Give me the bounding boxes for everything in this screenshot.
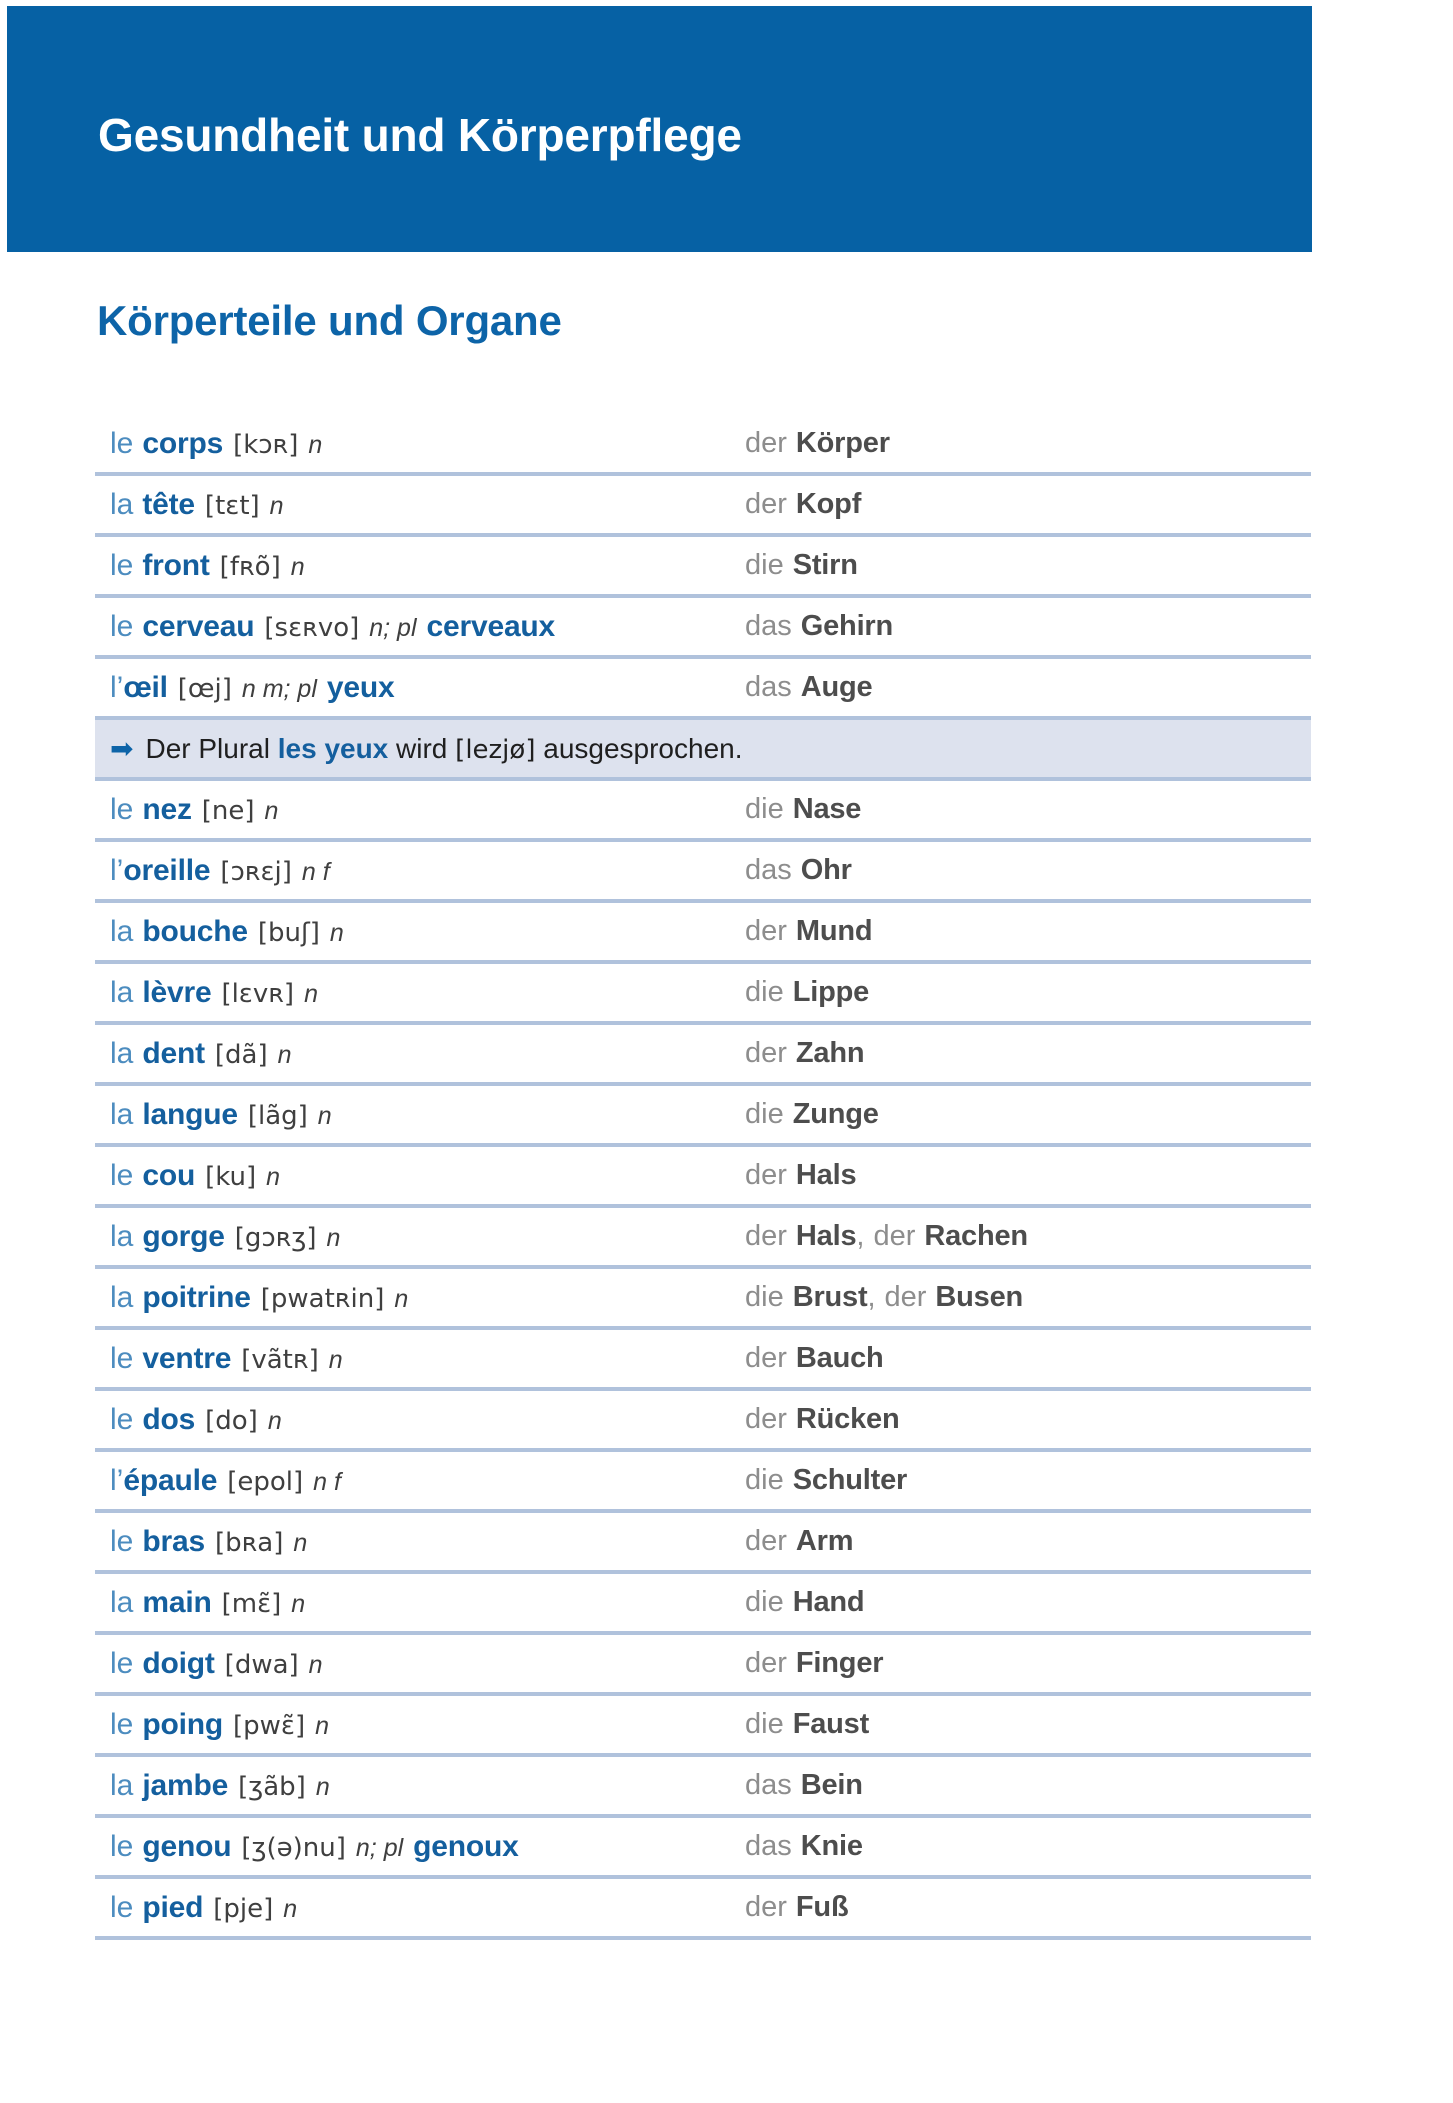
french-term [110,854,745,888]
french-word: doigt [142,1646,215,1680]
french-word: gorge [142,1219,225,1253]
german-noun: Zunge [792,1098,879,1130]
phonetic-transcription: [sɛʀvo] [264,612,360,643]
vocab-row [95,659,1311,720]
vocab-row [95,1452,1311,1513]
phonetic-transcription: [ʒ(ə)nu] [241,1832,346,1863]
german-noun: Hals [795,1220,857,1252]
phonetic-transcription: [dã] [214,1039,268,1070]
vocab-row [95,1391,1311,1452]
phonetic-transcription: [mɛ̃] [221,1588,282,1619]
french-term [110,1525,745,1559]
phonetic-transcription: [kɔʀ] [233,429,299,460]
german-translation [745,1098,879,1131]
german-article: die [745,1281,784,1313]
french-term [110,1220,745,1254]
grammar-label: n [291,1589,306,1618]
french-word: dent [142,1036,205,1070]
german-noun: Finger [795,1647,884,1679]
german-noun: Kopf [795,488,862,520]
german-noun: Stirn [792,549,858,581]
german-noun: Ohr [800,854,852,886]
german-article: die [745,1464,784,1496]
vocab-row [95,1330,1311,1391]
french-article: le [110,1707,134,1741]
french-word: bouche [142,914,248,948]
french-word: lèvre [142,975,212,1009]
grammar-label: n; pl [355,1833,404,1862]
grammar-label: n; pl [369,613,417,642]
german-noun: Rachen [924,1220,1028,1252]
german-noun: Knie [800,1830,863,1862]
german-translation [745,1281,1023,1314]
german-translation [745,1769,863,1802]
french-article: le [110,609,134,643]
german-article: der [745,1037,787,1069]
french-article: l’ [110,1463,124,1497]
french-article: le [110,426,134,460]
chapter-banner [7,6,1312,252]
note-text-part: ausgesprochen. [535,732,743,764]
grammar-label: n [304,979,318,1008]
german-article: der [745,915,787,947]
german-translation [745,1220,1028,1253]
french-term [110,1037,745,1071]
french-term [110,1403,745,1437]
phonetic-transcription: [lãg] [247,1100,308,1131]
german-article: das [745,671,792,703]
french-article: la [110,975,134,1009]
usage-note [95,720,1311,781]
note-text-part: les yeux [277,732,389,764]
german-noun: Bauch [795,1342,884,1374]
grammar-label: n m; pl [241,674,317,703]
french-article: le [110,548,134,582]
french-term [110,488,745,522]
vocab-row [95,842,1311,903]
french-term [110,915,745,949]
french-article: le [110,1646,134,1680]
german-translation [745,854,852,887]
grammar-label: n [315,1711,330,1740]
french-article: le [110,1829,134,1863]
german-noun: Lippe [792,976,870,1008]
german-noun: Rücken [795,1403,900,1435]
french-article: l’ [110,853,124,887]
german-noun: Arm [795,1525,854,1557]
german-article: der [745,1342,787,1374]
french-article: le [110,1402,134,1436]
french-term [110,1586,745,1620]
french-word: dos [142,1402,196,1436]
german-noun: Nase [792,793,862,825]
german-article: der [745,488,787,520]
phonetic-transcription: [pwɛ̃] [233,1710,306,1741]
french-article: la [110,1280,134,1314]
french-article: la [110,1097,134,1131]
french-word: poing [142,1707,223,1741]
german-article: der [884,1281,927,1313]
french-term [110,1342,745,1376]
chapter-title: Gesundheit und Körperpflege [98,109,742,161]
german-article: der [745,427,787,459]
german-article: der [745,1220,787,1252]
french-term [110,793,745,827]
arrow-right-icon: ➡ [110,732,134,765]
vocab-row [95,1818,1311,1879]
german-article: das [745,1830,792,1862]
vocab-row [95,1269,1311,1330]
german-translation [745,1037,864,1070]
phonetic-transcription: [buʃ] [257,917,320,948]
phonetic-transcription: [ku] [205,1161,257,1192]
french-term [110,549,745,583]
french-term [110,1159,745,1193]
french-term [110,610,745,644]
grammar-label: n [277,1040,292,1069]
grammar-label: n [326,1223,341,1252]
french-word: langue [142,1097,238,1131]
grammar-label: n [308,430,323,459]
french-plural-word: yeux [326,670,395,704]
german-translation [745,1464,907,1497]
vocab-row [95,1635,1311,1696]
vocab-row [95,903,1311,964]
german-noun: Fuß [795,1891,849,1923]
german-article: der [745,1403,787,1435]
german-noun: Gehirn [800,610,894,642]
phonetic-transcription: [bʀa] [214,1527,284,1558]
german-article: das [745,854,792,886]
french-term [110,1281,745,1315]
vocab-row [95,476,1311,537]
german-article: der [745,1647,787,1679]
french-word: œil [123,670,168,704]
phonetic-transcription: [tɛt] [204,490,260,521]
german-article: das [745,610,792,642]
phonetic-transcription: [œj] [177,673,232,704]
french-article: la [110,914,134,948]
vocab-row [95,781,1311,842]
french-word: poitrine [142,1280,251,1314]
german-article: der [745,1525,787,1557]
german-noun: Schulter [792,1464,908,1496]
grammar-label: n [266,1162,281,1191]
german-translation [745,1891,848,1924]
vocab-row [95,1025,1311,1086]
french-term [110,671,745,705]
vocab-row [95,1757,1311,1818]
german-article: der [745,1891,787,1923]
german-translation [745,1708,869,1741]
german-translation [745,488,861,521]
vocab-row [95,1696,1311,1757]
grammar-label: n [283,1894,298,1923]
french-word: oreille [123,853,211,887]
german-noun: Mund [795,915,873,947]
vocab-table [95,415,1311,1940]
vocab-row [95,415,1311,476]
grammar-label: n [315,1772,330,1801]
french-plural-word: cerveaux [426,609,556,643]
note-text [145,733,742,765]
french-word: jambe [142,1768,229,1802]
phonetic-transcription: [vãtʀ] [241,1344,319,1375]
grammar-label: n [293,1528,308,1557]
german-translation [745,610,893,643]
german-translation [745,1586,864,1619]
french-word: tête [142,487,195,521]
vocab-row [95,1574,1311,1635]
phonetic-transcription: [gɔʀʒ] [234,1222,317,1253]
german-article: die [745,1708,784,1740]
section-title: Körperteile und Organe [97,297,562,344]
grammar-label: n [329,918,344,947]
german-translation [745,1525,853,1558]
german-translation [745,793,861,826]
german-noun: Auge [800,671,873,703]
french-article: le [110,1341,134,1375]
grammar-label: n [394,1284,409,1313]
french-article: la [110,1219,134,1253]
french-article: le [110,1158,134,1192]
german-article: die [745,549,784,581]
french-plural-word: genoux [413,1829,519,1863]
phonetic-transcription: [ne] [201,795,255,826]
german-article: der [745,1159,787,1191]
french-article: le [110,1890,134,1924]
german-article: das [745,1769,792,1801]
grammar-label: n [290,552,305,581]
french-article: la [110,487,134,521]
german-noun: Busen [935,1281,1024,1313]
french-word: nez [142,792,192,826]
german-translation [745,549,858,582]
german-translation [745,427,890,460]
french-term [110,427,745,461]
grammar-label: n [267,1406,282,1435]
german-noun: Körper [795,427,890,459]
french-term [110,1708,745,1742]
grammar-label: n f [301,857,330,886]
german-translation [745,976,869,1009]
french-term [110,1769,745,1803]
french-word: épaule [123,1463,218,1497]
german-noun: Hand [792,1586,865,1618]
vocab-row [95,1147,1311,1208]
german-noun: Faust [792,1708,870,1740]
grammar-label: n [328,1345,343,1374]
german-noun: Hals [795,1159,857,1191]
vocab-row [95,1208,1311,1269]
vocab-row [95,964,1311,1025]
vocab-row [95,537,1311,598]
grammar-label: n [308,1650,323,1679]
vocab-row [95,1086,1311,1147]
french-word: front [142,548,210,582]
german-translation [745,1342,884,1375]
phonetic-transcription: [do] [205,1405,258,1436]
french-word: corps [142,426,224,460]
grammar-label: n [264,796,279,825]
phonetic-transcription: [lɛvʀ] [221,978,295,1009]
grammar-label: n [317,1101,332,1130]
french-term [110,976,745,1010]
french-article: l’ [110,670,124,704]
separator-comma: , [856,1220,865,1252]
french-word: ventre [142,1341,232,1375]
french-term [110,1464,745,1498]
german-translation [745,1830,863,1863]
german-translation [745,1403,899,1436]
note-text-part: wird [388,732,456,764]
french-term [110,1830,745,1864]
french-word: bras [142,1524,205,1558]
french-article: le [110,1524,134,1558]
german-translation [745,915,872,948]
french-word: main [142,1585,212,1619]
grammar-label: n [269,491,284,520]
german-translation [745,671,872,704]
german-article: die [745,976,784,1008]
german-article: die [745,1586,784,1618]
note-text-part: Der Plural [145,732,278,764]
french-word: cerveau [142,609,255,643]
vocab-row [95,1513,1311,1574]
phonetic-transcription: [pwatʀin] [260,1283,385,1314]
german-translation [745,1647,883,1680]
note-text-part: [lezjø] [455,734,536,765]
german-noun: Bein [800,1769,863,1801]
german-article: der [873,1220,916,1252]
separator-comma: , [867,1281,876,1313]
german-article: die [745,1098,784,1130]
french-article: la [110,1768,134,1802]
phonetic-transcription: [dwa] [224,1649,299,1680]
german-translation [745,1159,856,1192]
german-article: die [745,793,784,825]
german-noun: Brust [792,1281,868,1313]
vocab-row [95,598,1311,659]
french-article: la [110,1585,134,1619]
french-word: cou [142,1158,196,1192]
french-term [110,1098,745,1132]
french-term [110,1647,745,1681]
french-word: pied [142,1890,204,1924]
vocab-row [95,1879,1311,1940]
phonetic-transcription: [fʀõ] [219,551,281,582]
phonetic-transcription: [ʒãb] [238,1771,306,1802]
phonetic-transcription: [pje] [213,1893,274,1924]
phonetic-transcription: [epol] [227,1466,304,1497]
french-term [110,1891,745,1925]
grammar-label: n f [313,1467,341,1496]
phonetic-transcription: [ɔʀɛj] [220,856,292,887]
french-word: genou [142,1829,232,1863]
german-noun: Zahn [795,1037,865,1069]
french-article: la [110,1036,134,1070]
french-article: le [110,792,134,826]
